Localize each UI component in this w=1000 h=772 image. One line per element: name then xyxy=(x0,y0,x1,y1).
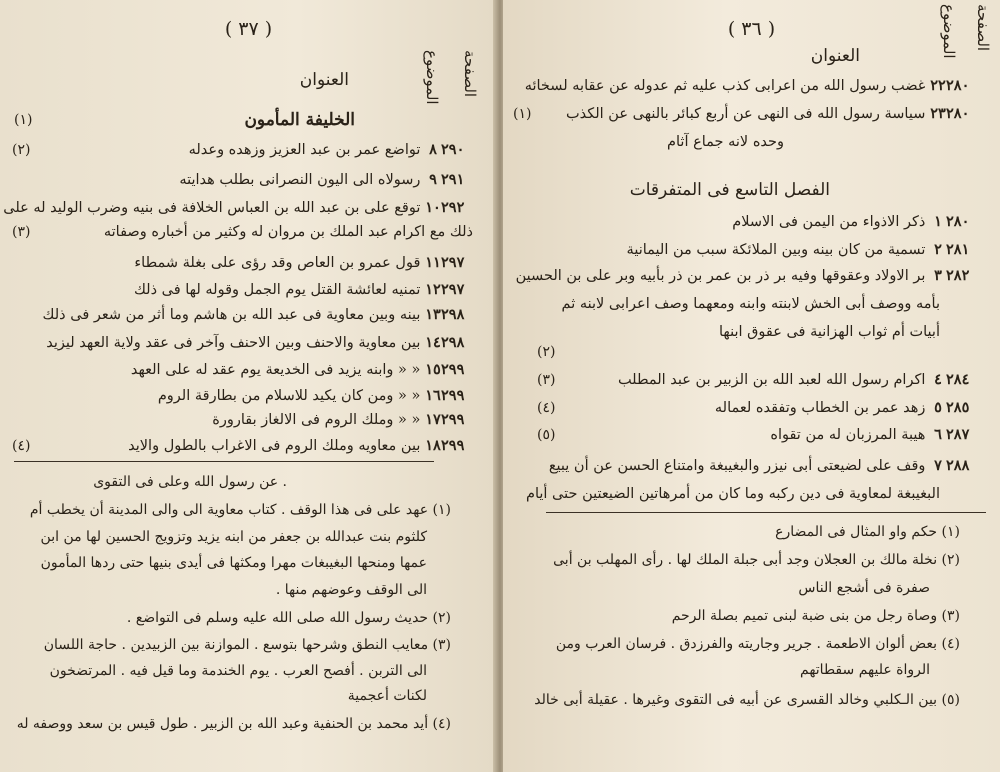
toc-item-number: ٦ xyxy=(934,426,942,443)
footnote-ref: (٢) xyxy=(12,142,31,158)
toc-page-number: ٢٩٩ xyxy=(441,411,465,428)
footnote-line: الى الوقف وعوضهم منها . xyxy=(275,582,427,598)
footnote-line: (٣) وصاة رجل من بنى ضبة لبنى تميم بصلة الرحم xyxy=(671,608,960,624)
footnote-ref: (٥) xyxy=(537,427,556,443)
toc-item-text: بر الاولاد وعقوقها وفيه بر ذر بن عمر بن ذر بأبيه وبر على بن الحسين xyxy=(515,268,930,284)
toc-item-number: ٧ xyxy=(934,457,942,474)
footnote-line: الرواة عليهم سقطاتهم xyxy=(800,662,930,678)
toc-item-number: ١٠ xyxy=(425,199,441,216)
toc-row xyxy=(618,370,982,390)
footnote-line: (٣) معايب النطق وشرحها بتوسع . الموازنة بين الزبيدين . حاجة اللسان xyxy=(43,637,451,653)
toc-item-number: ٨ xyxy=(429,141,437,158)
footnote-line: . عن رسول الله وعلى فى التقوى xyxy=(93,474,287,490)
footnote-ref: (٢) xyxy=(537,344,556,360)
toc-item-number: ١٢ xyxy=(425,281,441,298)
toc-page-number: ٢٨٧ xyxy=(946,426,970,443)
column-header-topic: الموضوع xyxy=(940,4,958,59)
footnote-ref: (٤) xyxy=(537,400,556,416)
toc-row xyxy=(715,398,982,418)
toc-item-number: ١١ xyxy=(425,254,441,271)
toc-page-number: ٢٩٨ xyxy=(441,334,465,351)
toc-page-number: ٢٨٢ xyxy=(946,267,970,284)
footnote-line: (١) حكم واو المثال فى المضارع xyxy=(775,524,960,540)
toc-item-text: تمنيه لعائشة القتل يوم الجمل وقوله لها فى ذلك xyxy=(133,282,425,298)
toc-row xyxy=(732,212,982,232)
toc-item-number: ٩ xyxy=(429,171,437,188)
toc-item-text: تسمية من كان بينه وبين الملائكة سبب من اليمانية xyxy=(626,242,930,258)
toc-item-text: وقف على لضيعتى أبى نيزر والبغيبغة وامتناع الحسن عن أن يبيع xyxy=(548,458,930,474)
title-heading: العنوان xyxy=(299,70,349,90)
toc-item-text: بين معاوية والاحنف وبين الاحنف وآخر فى عقد ولاية العهد ليزيد xyxy=(46,335,425,351)
toc-row xyxy=(179,170,477,190)
toc-row xyxy=(627,240,982,260)
toc-row xyxy=(43,305,477,325)
toc-item-text: بين معاويه وملك الروم فى الاغراب بالطول والايد xyxy=(128,438,425,454)
section-title: الخليفة المأمون xyxy=(244,110,355,130)
footnote-line: (١) عهد على فى هذا الوقف . كتاب معاوية الى والى المدينة أن يخطب أم xyxy=(29,502,451,518)
toc-page-number: ٢٨١ xyxy=(946,241,970,258)
toc-row xyxy=(525,76,982,96)
toc-item-text: هيبة المرزبان له من تقواه xyxy=(770,427,930,443)
toc-page-number: ٢٨٠ xyxy=(946,213,970,230)
toc-item-number: ١٨ xyxy=(425,437,441,454)
column-header-page: الصفحة xyxy=(974,4,992,52)
footnote-line: الى التربن . أفصح العرب . يوم الخندمة وما قيل فيه . المرتضخون xyxy=(49,663,427,679)
toc-row-continuation: البغيبغة لمعاوية فى دين ركبه وما كان من أمرهاتين الضيعتين حتى أيام xyxy=(525,486,940,502)
toc-page-number: ٢٩٩ xyxy=(441,361,465,378)
footnote-line: عمها ومنحها البغيبغات مهرا ومكثها فى أيدى بنيها حتى ردها المأمون xyxy=(40,555,427,571)
footnote-line: كلثوم بنت عبدالله بن جعفر من ابنه يزيد وتزويج الحسين لها من ابن xyxy=(40,529,427,545)
footnote-ref: (١) xyxy=(14,112,33,128)
footnote-ref: (٤) xyxy=(12,438,31,454)
footnote-line: (٥) بين الـكلبي وخالد القسرى عن أبيه فى التقوى وغيرها . عقيلة أبى خالد xyxy=(534,692,960,708)
toc-row-continuation: أبيات أم ثواب الهزانية فى عقوق ابنها xyxy=(718,324,940,340)
toc-item-number: ٥ xyxy=(934,399,942,416)
toc-item-text: تواضع عمر بن عبد العزيز وزهده وعدله xyxy=(188,142,425,158)
page-number: ( ٣٧ ) xyxy=(224,18,273,40)
toc-row xyxy=(134,280,477,300)
title-heading: العنوان xyxy=(810,46,860,66)
toc-item-number: ٢٣ xyxy=(930,105,946,122)
footnote-ref: (٣) xyxy=(537,372,556,388)
toc-item-number: ١٣ xyxy=(425,306,441,323)
footnote-divider xyxy=(546,512,986,513)
toc-row xyxy=(212,410,477,430)
toc-item-text: سياسة رسول الله فى النهى عن أربع كبائر بالنهى عن الكذب xyxy=(565,106,930,122)
toc-page-number: ٢٨٨ xyxy=(946,457,970,474)
toc-item-text: زهد عمر بن الخطاب وتفقده لعماله xyxy=(714,400,930,416)
toc-item-number: ٢٢ xyxy=(930,77,946,94)
page-number: ( ٣٦ ) xyxy=(727,18,776,40)
toc-item-text: غضب رسول الله من اعرابى كذب عليه ثم عدوله عن عقابه لسخائه xyxy=(524,78,930,94)
section-title: الفصل التاسع فى المتفرقات xyxy=(629,180,830,200)
toc-page-number: ٢٩٨ xyxy=(441,306,465,323)
toc-item-text: توقع على بن عبد الله بن العباس الخلافة فى بنيه وضرب الوليد له على xyxy=(3,200,425,216)
toc-row-continuation: وحده لانه جماع آثام xyxy=(667,134,784,150)
footnote-line: لكنات أعجمية xyxy=(347,688,427,704)
toc-row xyxy=(128,436,477,456)
footnote-line: (٤) بعض ألوان الاطعمة . جرير وجاريته والفرزدق . فرسان العرب ومن xyxy=(555,636,960,652)
toc-item-text: اكرام رسول الله لعبد الله بن الزبير بن عبد المطلب xyxy=(617,372,930,388)
page-36 xyxy=(503,0,1000,772)
column-header-page: الصفحة xyxy=(461,50,479,98)
footnote-line: (٢) نخلة مالك بن العجلان وجد أبى جبلة الملك لها . رأى المهلب بن أبى xyxy=(553,552,960,568)
toc-row xyxy=(46,333,477,353)
toc-item-text: « « وابنه يزيد فى الخديعة يوم عقد له على العهد xyxy=(130,362,425,378)
toc-row xyxy=(189,140,477,160)
page-37 xyxy=(0,0,497,772)
toc-item-number: ١ xyxy=(934,213,942,230)
toc-item-text: « « وملك الروم فى الالغاز بقارورة xyxy=(212,412,425,428)
toc-row-continuation: بأمه ووصف أبى الخش لابنته وابنه ومعهما وصف اعرابى لابنه ثم xyxy=(561,296,940,312)
toc-item-number: ١٤ xyxy=(425,334,441,351)
toc-page-number: ٢٩٠ xyxy=(441,141,465,158)
footnote-line: (٢) حديث رسول الله صلى الله عليه وسلم فى التواضع . xyxy=(126,610,451,626)
toc-item-number: ١٧ xyxy=(425,411,441,428)
toc-row xyxy=(131,360,477,380)
toc-page-number: ٢٨٠ xyxy=(946,105,970,122)
footnote-divider xyxy=(14,461,434,462)
toc-item-text: رسولاه الى اليون النصرانى بطلب هدايته xyxy=(179,172,425,188)
toc-page-number: ٢٩١ xyxy=(441,171,465,188)
toc-item-number: ٢ xyxy=(934,241,942,258)
toc-page-number: ٢٩٧ xyxy=(441,254,465,271)
footnote-ref: (٣) xyxy=(12,224,31,240)
toc-item-number: ١٥ xyxy=(425,361,441,378)
toc-row xyxy=(566,104,982,124)
toc-item-number: ٣ xyxy=(934,267,942,284)
toc-item-text: « « ومن كان يكيد للاسلام من بطارقة الروم xyxy=(157,388,425,404)
footnote-ref: (١) xyxy=(513,106,532,122)
toc-page-number: ٢٨٥ xyxy=(946,399,970,416)
column-header-topic: الموضوع xyxy=(423,50,441,105)
toc-page-number: ٢٨٤ xyxy=(946,371,970,388)
toc-page-number: ٢٩٩ xyxy=(441,437,465,454)
toc-item-text: ذكر الاذواء من اليمن فى الاسلام xyxy=(732,214,930,230)
toc-row xyxy=(516,266,982,286)
toc-page-number: ٢٨٠ xyxy=(946,77,970,94)
toc-row xyxy=(549,456,982,476)
toc-item-text: قول عمرو بن العاص وقد رؤى على بغلة شمطاء xyxy=(134,255,425,271)
footnote-line: صفرة فى أشجع الناس xyxy=(798,580,930,596)
toc-row-continuation: ذلك مع اكرام عبد الملك بن مروان له وكثير من أخباره وصفاته xyxy=(103,224,473,240)
toc-row xyxy=(3,198,477,218)
toc-page-number: ٢٩٢ xyxy=(441,199,465,216)
toc-item-text: بينه وبين معاوية فى عبد الله بن هاشم وما أثر من شعر فى ذلك xyxy=(42,307,425,323)
toc-row xyxy=(134,253,477,273)
toc-row xyxy=(158,386,477,406)
toc-item-number: ١٦ xyxy=(425,387,441,404)
toc-page-number: ٢٩٧ xyxy=(441,281,465,298)
toc-item-number: ٤ xyxy=(934,371,942,388)
footnote-line: (٤) أيد محمد بن الحنفية وعبد الله بن الزبير . طول قيس بن سعد ووصفه له xyxy=(16,716,451,732)
toc-row xyxy=(770,425,982,445)
toc-page-number: ٢٩٩ xyxy=(441,387,465,404)
